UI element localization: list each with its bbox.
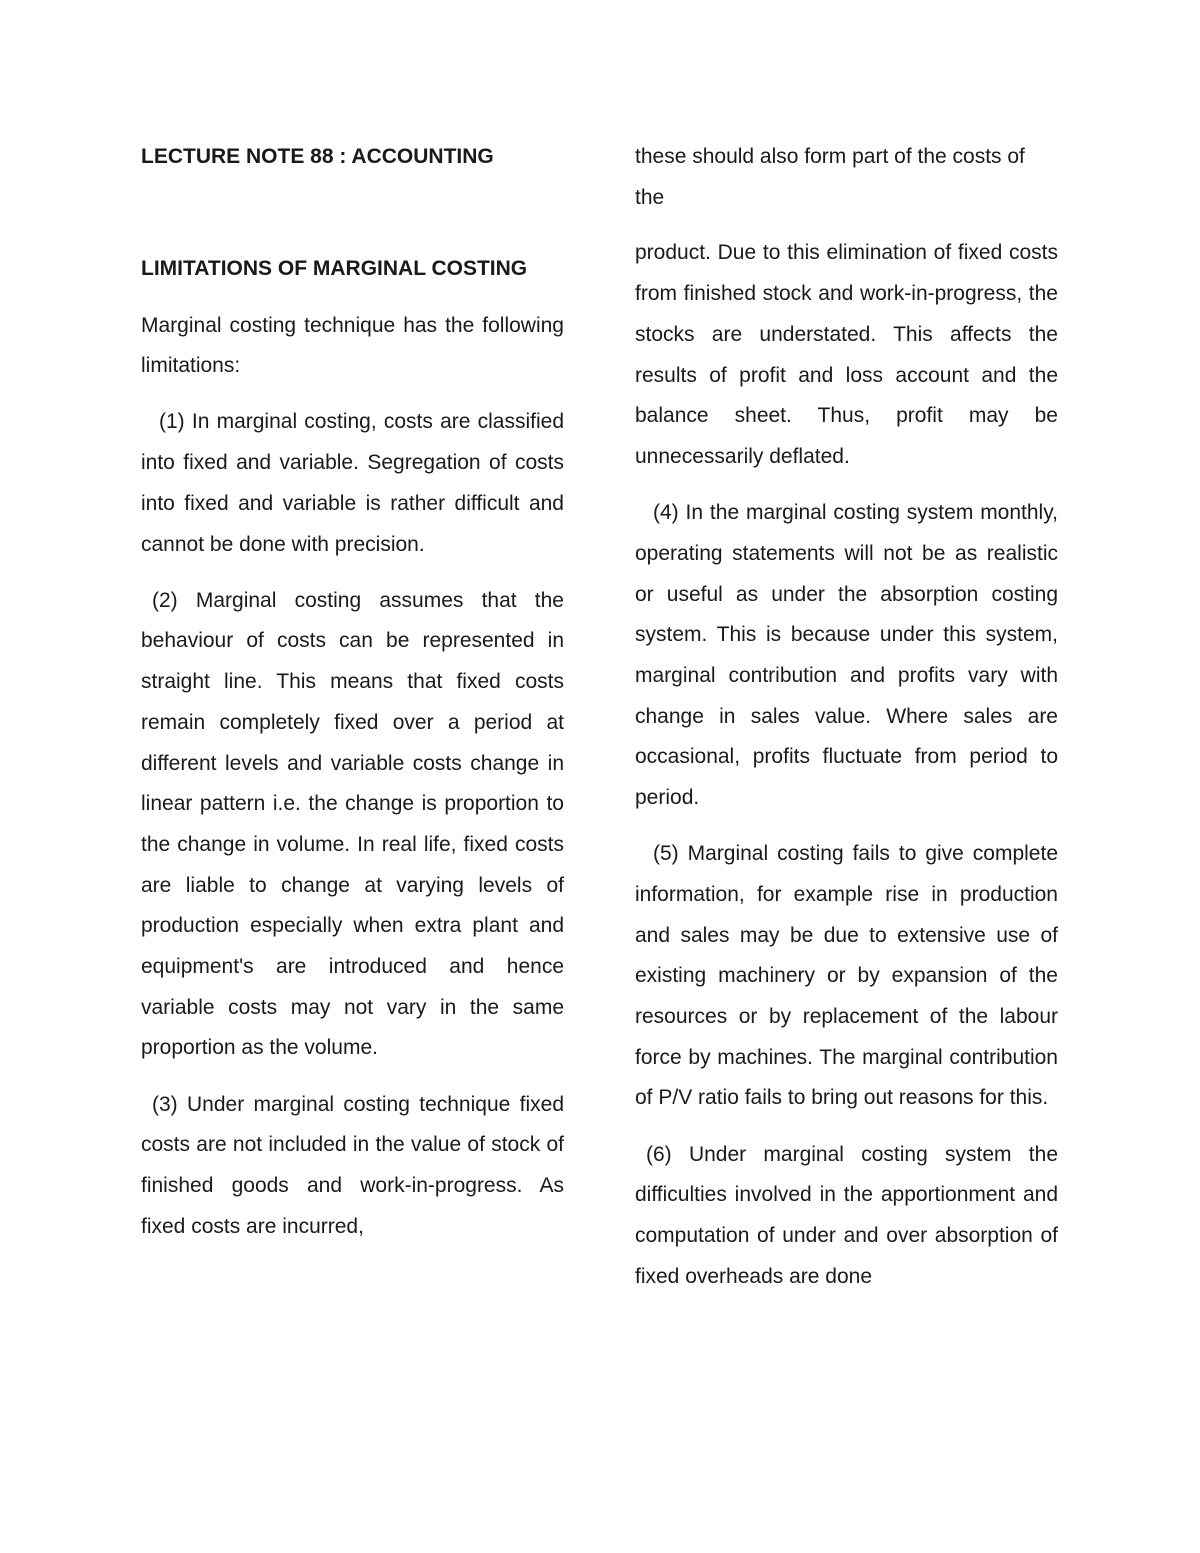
right-column [635,137,1058,1313]
intro-paragraph: Marginal costing technique has the following limitations: [141,313,564,378]
paragraph-limitation-1: (1) In marginal costing, costs are classified into fixed and variable. Segregation of costs into fixed and variable is rather difficult and cannot be done with precision. [141,410,564,556]
paragraph-limitation-4: (4) In the marginal costing system monthly, operating statements will not be as realistic or useful as under the absorption costing system. This is because under this system, marginal contribution and profits vary with change in sales value. Where sales are occasional, profits fluctuate from period to period. [635,501,1058,810]
paragraph-limitation-3: (3) Under marginal costing technique fixed costs are not included in the value of stock of finished goods and work-in-progress. As fixed costs are incurred, [141,1092,564,1238]
paragraph-limitation-6: (6) Under marginal costing system the difficulties involved in the apportionment and computation of under and over absorption of fixed overheads are done [635,1142,1058,1288]
left-column [141,137,564,1263]
paragraph-limitation-5: (5) Marginal costing fails to give complete information, for example rise in production and sales may be due to extensive use of existing machinery or by expansion of the resources or by replacement of the labour force by machines. The marginal contribution of P/V ratio fails to bring out reasons for this. [635,842,1058,1110]
paragraph-limitation-3-continued: product. Due to this elimination of fixed costs from finished stock and work-in-progress, the stocks are understated. This affects the results of profit and loss account and the balance sheet. Thus, profit may be unnecessarily deflated. [635,241,1058,468]
paragraph-limitation-2: (2) Marginal costing assumes that the behaviour of costs can be represented in straight line. This means that fixed costs remain completely fixed over a period at different levels and variable costs change in linear pattern i.e. the change is proportion to the change in volume. In real life, fixed costs are liable to change at varying levels of production especially when extra plant and equipment's are introduced and hence variable costs may not vary in the same proportion as the volume. [141,588,564,1060]
section-heading: LIMITATIONS OF MARGINAL COSTING [141,257,528,280]
paragraph-continuation: these should also form part of the costs of the [635,145,1025,209]
page-title: LECTURE NOTE 88 : ACCOUNTING [141,145,494,168]
